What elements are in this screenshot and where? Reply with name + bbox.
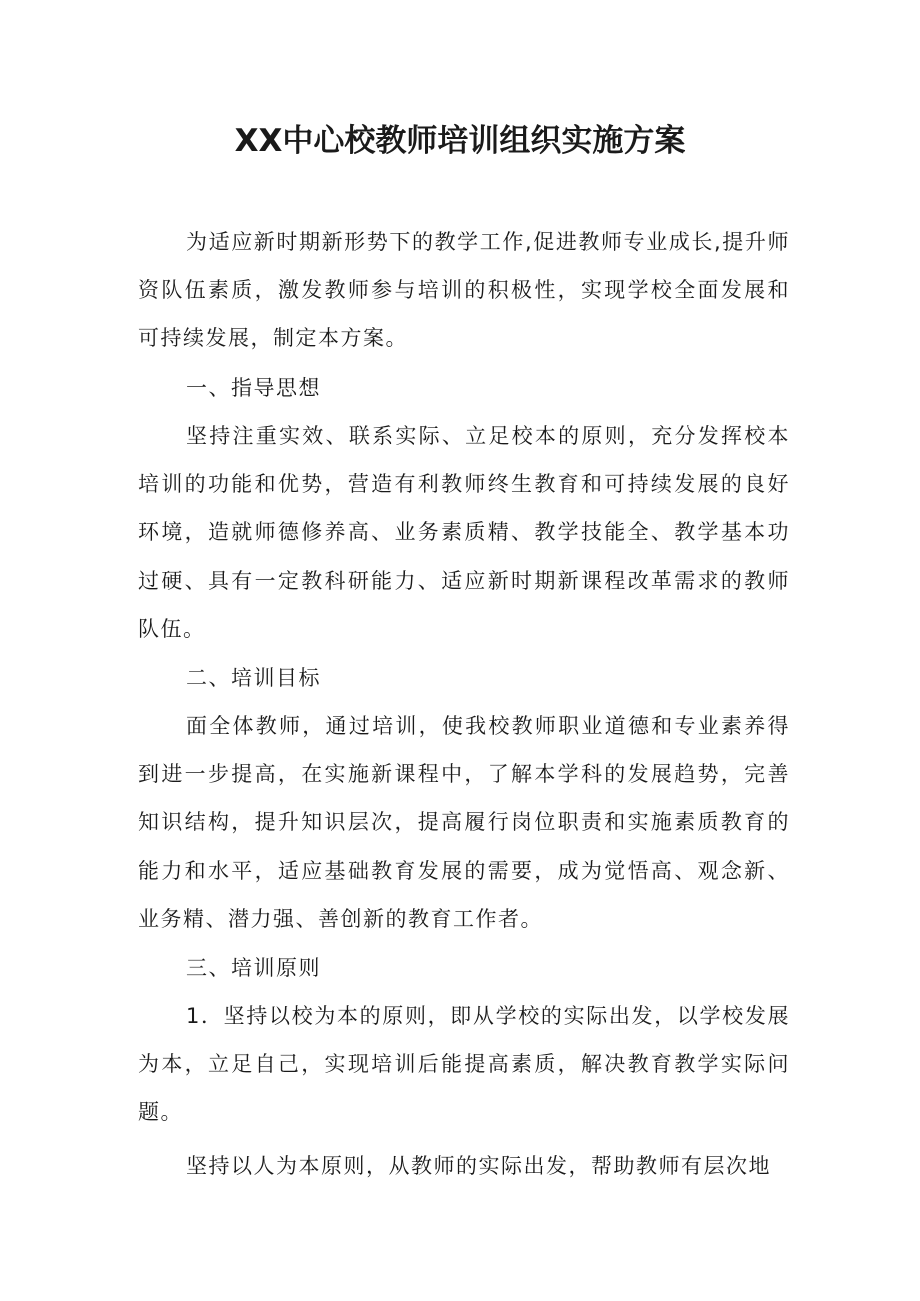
section-paragraph-principle-1: 1．坚持以校为本的原则，即从学校的实际出发，以学校发展为本，立足自己，实现培训后能提高素质，解决教育教学实际问题。: [138, 1004, 790, 1125]
section-paragraph-training-goals: 面全体教师，通过培训，使我校教师职业道德和专业素养得到进一步提高，在实施新课程中，了解本学科的发展趋势，完善知识结构，提升知识层次，提高履行岗位职责和实施素质教育的能力和水平，适应基础教育发展的需要，成为觉悟高、观念新、业务精、潜力强、善创新的教育工作者。: [138, 714, 790, 931]
section-heading-training-goals: 二、培训目标: [186, 666, 321, 690]
section-heading-guiding-ideology: 一、指导思想: [186, 376, 321, 400]
trailing-paragraph: 坚持以人为本原则，从教师的实际出发，帮助教师有层次地: [186, 1154, 771, 1178]
intro-paragraph: 为适应新时期新形势下的教学工作,促进教师专业成长,提升师资队伍素质，激发教师参与培训的积极性，实现学校全面发展和可持续发展，制定本方案。: [138, 230, 790, 351]
section-paragraph-guiding-ideology: 坚持注重实效、联系实际、立足校本的原则，充分发挥校本培训的功能和优势，营造有利教师终生教育和可持续发展的良好环境，造就师德修养高、业务素质精、教学技能全、教学基本功过硬、具有一定教科研能力、适应新时期新课程改革需求的教师队伍。: [138, 424, 790, 641]
section-heading-training-principles: 三、培训原则: [186, 956, 321, 980]
document-title: XX中心校教师培训组织实施方案: [234, 123, 686, 159]
